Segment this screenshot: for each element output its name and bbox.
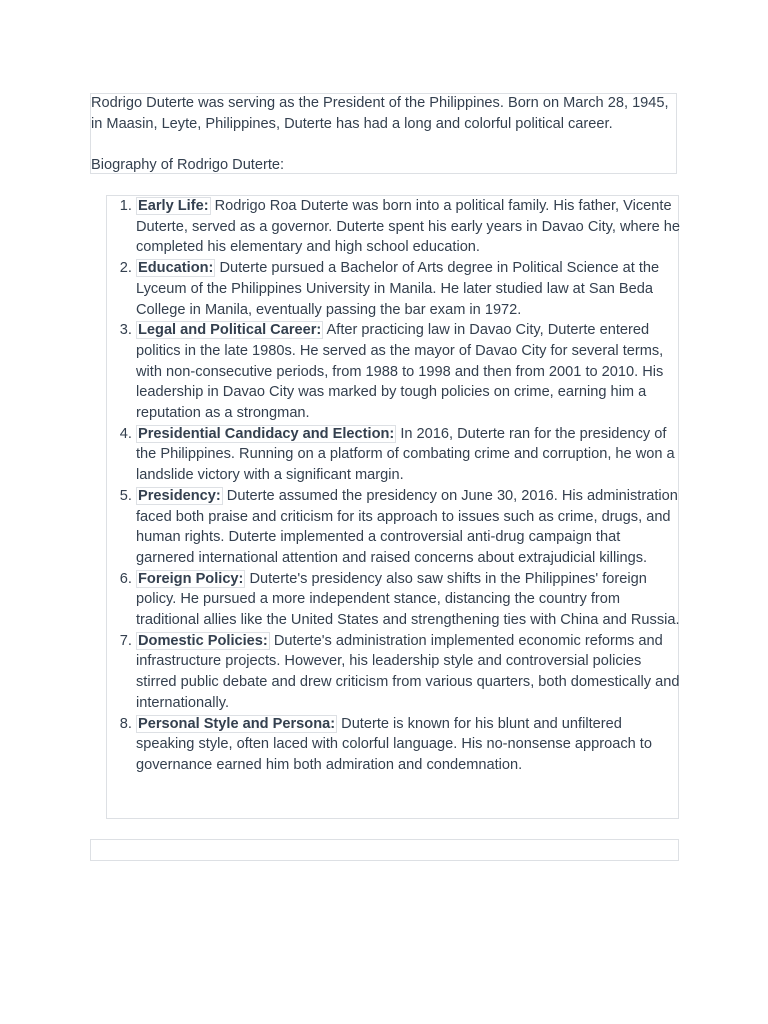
list-item-foreign-policy bbox=[136, 569, 680, 631]
item-text: Rodrigo Roa Duterte was born into a political family. His father, Vicente Duterte, served as a governor. Duterte spent his early years in Davao City, where he completed his elementary and high school education. bbox=[136, 198, 681, 256]
list-item-legal-political-career bbox=[136, 320, 680, 424]
item-text: Duterte's administration implemented economic reforms and infrastructure projects. However, his leadership style and controversial policies stirred public debate and drew criticism from various quarters, both domestically and internationally. bbox=[136, 632, 680, 711]
item-text: Duterte assumed the presidency on June 30, 2016. His administration faced both praise and criticism for its approach to issues such as crime, drugs, and human rights. Duterte implemented a controversial anti-drug campaign that garnered international attention and raised concerns about extrajudicial killings. bbox=[136, 487, 678, 566]
item-text: In 2016, Duterte ran for the presidency of the Philippines. Running on a platform of combating crime and corruption, he won a landslide victory with a significant margin. bbox=[136, 425, 675, 484]
list-item-domestic-policies bbox=[136, 631, 680, 714]
item-text: After practicing law in Davao City, Duterte entered politics in the late 1980s. He served as the mayor of Davao City for several terms, with non-consecutive periods, from 1988 to 1998 and then from 2001 to 2010. His leadership in Davao City was marked by tough policies on crime, earning him a reputation as a strongman. bbox=[136, 322, 664, 422]
empty-box bbox=[90, 839, 679, 861]
item-term: Education: bbox=[138, 260, 214, 277]
biography-list bbox=[106, 196, 680, 776]
item-term: Personal Style and Persona: bbox=[138, 715, 336, 732]
item-term: Presidency: bbox=[138, 487, 221, 504]
item-text: Duterte's presidency also saw shifts in the Philippines' foreign policy. He pursued a more independent stance, distancing the country from traditional allies like the United States and strengthening ties with China and Russia. bbox=[136, 570, 680, 629]
list-item-presidential-candidacy bbox=[136, 424, 680, 486]
item-term: Early Life: bbox=[138, 198, 209, 214]
biography-heading: Biography of Rodrigo Duterte: bbox=[91, 157, 285, 173]
item-term: Foreign Policy: bbox=[138, 570, 244, 587]
list-item-early-life bbox=[136, 196, 680, 258]
item-text: Duterte pursued a Bachelor of Arts degree in Political Science at the Lyceum of the Philippines University in Manila. He later studied law at San Beda College in Manila, eventually passing the bar exam in 1972. bbox=[136, 260, 660, 318]
item-term: Domestic Policies: bbox=[138, 632, 268, 649]
item-term: Presidential Candidacy and Election: bbox=[138, 425, 395, 442]
item-text: Duterte is known for his blunt and unfiltered speaking style, often laced with colorful language. His no-nonsense approach to governance earned him both admiration and condemnation. bbox=[136, 715, 652, 773]
list-item-education bbox=[136, 258, 680, 320]
list-item-personal-style bbox=[136, 714, 680, 776]
intro-paragraph: Rodrigo Duterte was serving as the President of the Philippines. Born on March 28, 1945, in Maasin, Leyte, Philippines, Duterte has had a long and colorful political career. bbox=[91, 95, 669, 132]
list-item-presidency bbox=[136, 486, 680, 569]
item-term: Legal and Political Career: bbox=[138, 322, 322, 339]
